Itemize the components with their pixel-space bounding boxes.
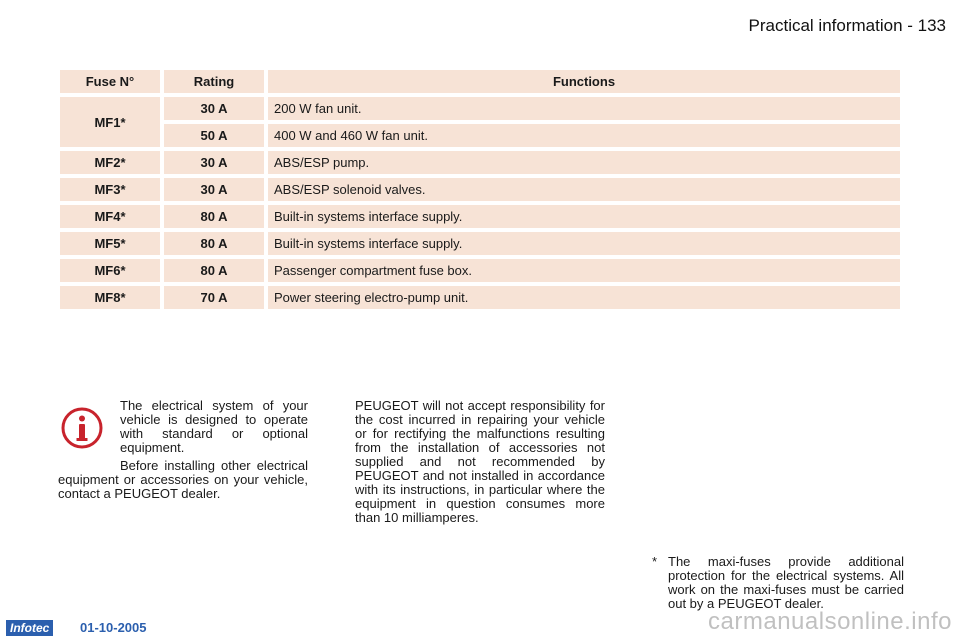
fuse-function: Built-in systems interface supply. xyxy=(268,205,900,228)
fuse-function: Power steering electro-pump unit. xyxy=(268,286,900,309)
fuse-rating: 80 A xyxy=(164,205,264,228)
header-fuse-no: Fuse N° xyxy=(60,70,160,93)
fuse-number: MF2* xyxy=(60,151,160,174)
table-row xyxy=(60,259,900,282)
table-row xyxy=(60,97,900,120)
note-asterisk: * xyxy=(652,554,658,569)
fuse-function: 400 W and 460 W fan unit. xyxy=(268,124,900,147)
fuse-number: MF5* xyxy=(60,232,160,255)
header-rating: Rating xyxy=(164,70,264,93)
note-text: The maxi-fuses provide additional protection for the electrical systems. All work on the maxi-fuses must be carried out by a PEUGEOT dealer. xyxy=(668,554,904,611)
info-paragraph-2: Before installing other electrical equipment or accessories on your vehicle, contact a PEUGEOT dealer. xyxy=(58,458,308,501)
page-title: Practical information - 133 xyxy=(748,16,946,35)
table-row xyxy=(60,124,900,147)
fuse-number: MF3* xyxy=(60,178,160,201)
header-functions: Functions xyxy=(268,70,900,93)
table-row xyxy=(60,151,900,174)
footer-date: 01-10-2005 xyxy=(80,620,147,635)
maxi-fuse-note xyxy=(652,555,904,611)
fuse-number: MF4* xyxy=(60,205,160,228)
info-paragraph-1: The electrical system of your vehicle is designed to operate with standard or optional equipment. xyxy=(120,398,308,455)
fuse-rating: 80 A xyxy=(164,259,264,282)
table-row xyxy=(60,205,900,228)
fuse-number: MF6* xyxy=(60,259,160,282)
info-text-left xyxy=(58,399,308,505)
fuse-number: MF1* xyxy=(60,97,160,147)
fuse-function: ABS/ESP pump. xyxy=(268,151,900,174)
fuse-function: ABS/ESP solenoid valves. xyxy=(268,178,900,201)
fuse-rating: 30 A xyxy=(164,97,264,120)
fuse-function: 200 W fan unit. xyxy=(268,97,900,120)
fuse-rating: 70 A xyxy=(164,286,264,309)
fuse-table xyxy=(56,66,904,313)
fuse-rating: 80 A xyxy=(164,232,264,255)
fuse-rating: 30 A xyxy=(164,151,264,174)
infotec-badge: Infotec xyxy=(6,620,53,636)
table-row xyxy=(60,178,900,201)
watermark: carmanualsonline.info xyxy=(708,608,952,635)
info-paragraph-3: PEUGEOT will not accept responsibility for the cost incurred in repairing your vehicle or for rectifying the malfunctions resulting from the installation of accessories not supplied and not recommended by PEUGEOT and not installed in accordance with its instructions, in particular where the equipment in question consumes more than 10 milliamperes. xyxy=(355,398,605,525)
fuse-number: MF8* xyxy=(60,286,160,309)
fuse-rating: 50 A xyxy=(164,124,264,147)
table-row xyxy=(60,232,900,255)
fuse-function: Passenger compartment fuse box. xyxy=(268,259,900,282)
fuse-rating: 30 A xyxy=(164,178,264,201)
table-header-row xyxy=(60,70,900,93)
table-row xyxy=(60,286,900,309)
fuse-function: Built-in systems interface supply. xyxy=(268,232,900,255)
